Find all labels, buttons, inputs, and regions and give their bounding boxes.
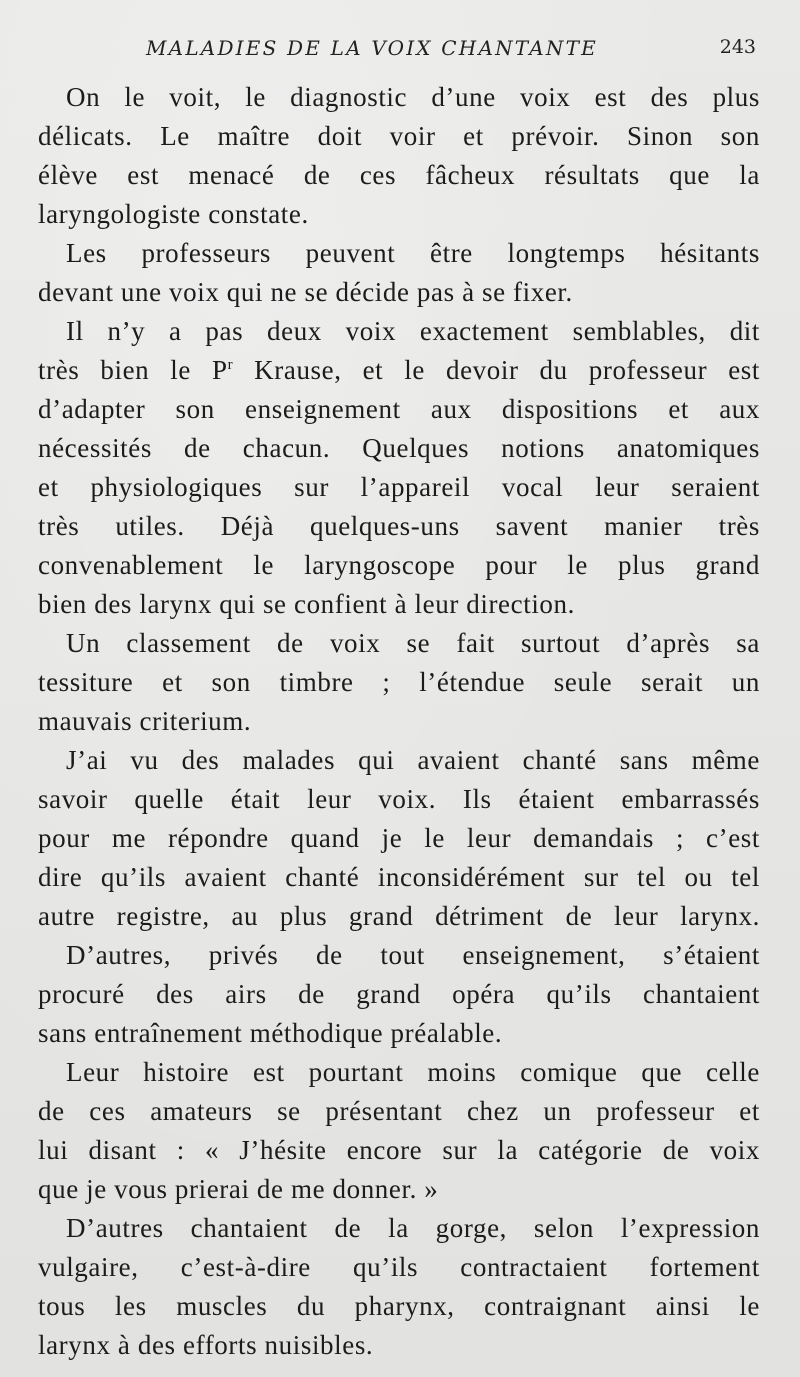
text-line: Les professeurs peuvent être longtemps hésitants <box>66 238 760 268</box>
text-line: autre registre, au plus grand détriment de leur larynx. <box>38 901 760 931</box>
running-title: MALADIES DE LA VOIX CHANTANTE <box>146 36 598 60</box>
text-line: et physiologiques sur l’appareil vocal leur seraient <box>38 472 760 502</box>
text-line: bien des larynx qui se confient à leur direction. <box>38 589 575 619</box>
text-line: procuré des airs de grand opéra qu’ils chantaient <box>38 979 760 1009</box>
text-line: larynx à des efforts nuisibles. <box>38 1330 374 1360</box>
text-line: tessiture et son timbre ; l’étendue seule serait un <box>38 667 760 697</box>
text-line: D’autres chantaient de la gorge, selon l’expression <box>66 1213 760 1243</box>
text-line: dire qu’ils avaient chanté inconsidérément sur tel ou tel <box>38 862 760 892</box>
text-line: nécessités de chacun. Quelques notions anatomiques <box>38 433 760 463</box>
page-number: 243 <box>719 36 756 58</box>
text-fragment: très bien le P <box>38 355 228 385</box>
text-line: mauvais criterium. <box>38 706 252 736</box>
text-line: D’autres, privés de tout enseignement, s’étaient <box>66 940 760 970</box>
text-line: de ces amateurs se présentant chez un professeur et <box>38 1096 760 1126</box>
text-line: Leur histoire est pourtant moins comique que celle <box>66 1057 760 1087</box>
text-line: très utiles. Déjà quelques-uns savent manier très <box>38 511 760 541</box>
text-line: laryngologiste constate. <box>38 199 309 229</box>
text-line: pour me répondre quand je le leur demandais ; c’est <box>38 823 760 853</box>
superscript-r: r <box>227 357 234 373</box>
text-line <box>38 351 760 390</box>
text-line: J’ai vu des malades qui avaient chanté sans même <box>66 745 760 775</box>
text-line: convenablement le laryngoscope pour le plus grand <box>38 550 760 580</box>
text-line: que je vous prierai de me donner. » <box>38 1174 439 1204</box>
text-line: On le voit, le diagnostic d’une voix est des plus <box>66 82 760 112</box>
text-line: sans entraînement méthodique préalable. <box>38 1018 503 1048</box>
text-fragment: Krause, et le devoir du professeur est <box>233 355 760 385</box>
running-head <box>0 36 800 62</box>
text-line: savoir quelle était leur voix. Ils étaient embarrassés <box>38 784 760 814</box>
text-line: d’adapter son enseignement aux dispositions et aux <box>38 394 760 424</box>
text-line: délicats. Le maître doit voir et prévoir. Sinon son <box>38 121 760 151</box>
text-line: tous les muscles du pharynx, contraignant ainsi le <box>38 1291 760 1321</box>
text-line: lui disant : « J’hésite encore sur la catégorie de voix <box>38 1135 760 1165</box>
body-text <box>38 78 760 1365</box>
text-line: Il n’y a pas deux voix exactement semblables, dit <box>66 316 760 346</box>
text-line: vulgaire, c’est-à-dire qu’ils contractaient fortement <box>38 1252 760 1282</box>
text-line: Un classement de voix se fait surtout d’après sa <box>66 628 760 658</box>
text-line: devant une voix qui ne se décide pas à se fixer. <box>38 277 573 307</box>
text-line: élève est menacé de ces fâcheux résultats que la <box>38 160 760 190</box>
